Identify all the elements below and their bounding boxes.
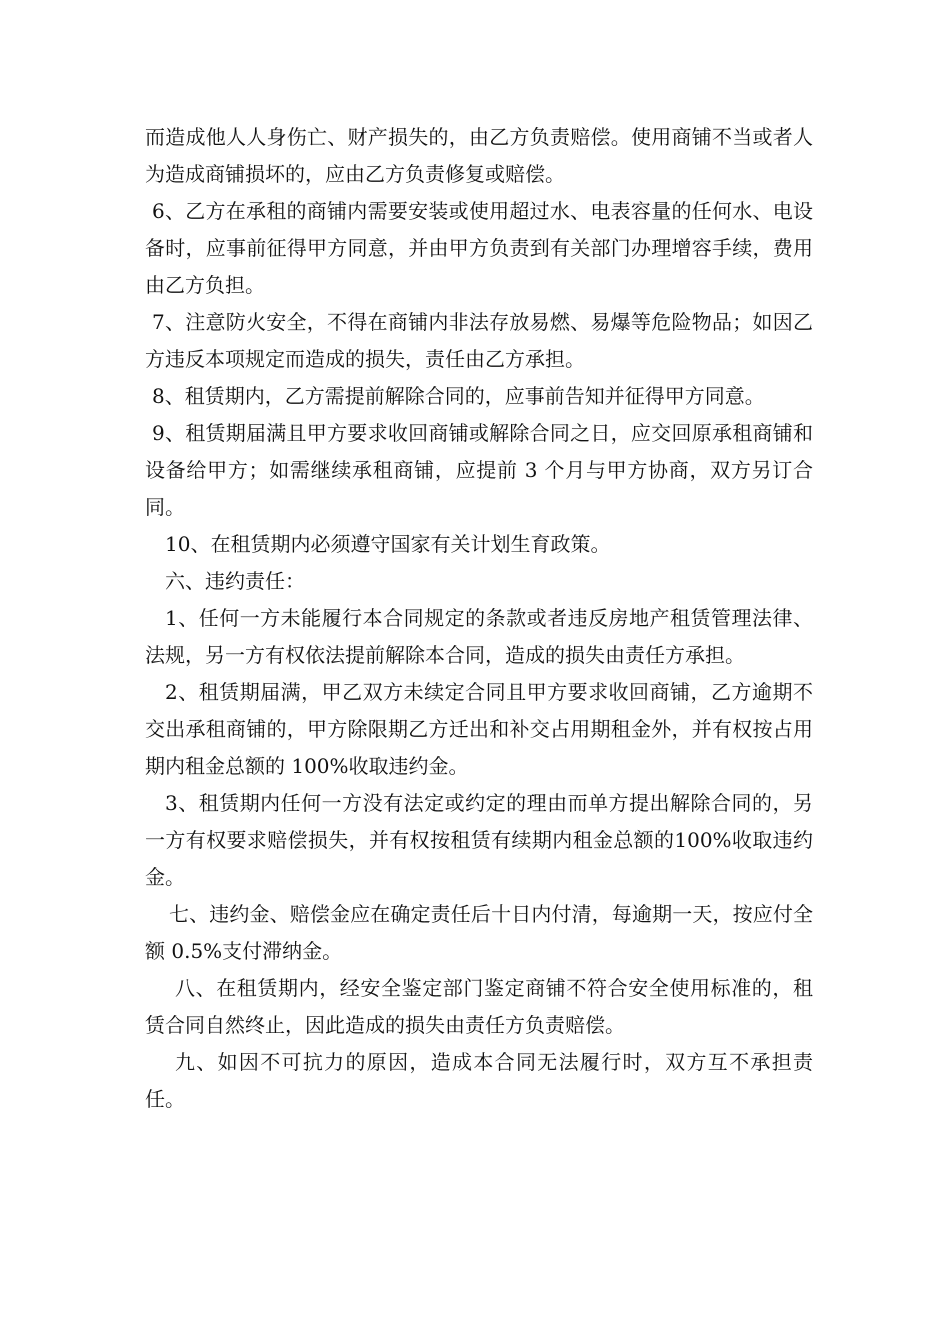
paragraph-breach-2: 2、租赁期届满，甲乙双方未续定合同且甲方要求收回商铺，乙方逾期不交出承租商铺的，甲方除限期乙方迁出和补交占用期租金外，并有权按占用期内租金总额的 100%收取违约金。 — [145, 680, 813, 778]
paragraph-continuation: 而造成他人人身伤亡、财产损失的，由乙方负责赔偿。使用商铺不当或者人为造成商铺损坏的，应由乙方负责修复或赔偿。 — [145, 125, 813, 186]
document-body — [145, 119, 813, 1118]
paragraph-section-8: 八、在租赁期内，经安全鉴定部门鉴定商铺不符合安全使用标准的，租赁合同自然终止，因此造成的损失由责任方负责赔偿。 — [145, 976, 813, 1037]
paragraph-breach-3: 3、租赁期内任何一方没有法定或约定的理由而单方提出解除合同的，另一方有权要求赔偿损失，并有权按租赁有续期内租金总额的100%收取违约金。 — [145, 791, 813, 889]
paragraph-section-7: 七、违约金、赔偿金应在确定责任后十日内付清，每逾期一天，按应付全额 0.5%支付滞纳金。 — [145, 902, 813, 963]
paragraph-clause-6: 6、乙方在承租的商铺内需要安装或使用超过水、电表容量的任何水、电设备时，应事前征得甲方同意，并由甲方负责到有关部门办理增容手续，费用由乙方负担。 — [145, 199, 813, 297]
paragraph-section-9: 九、如因不可抗力的原因，造成本合同无法履行时，双方互不承担责任。 — [145, 1050, 813, 1111]
paragraph-clause-10: 10、在租赁期内必须遵守国家有关计划生育政策。 — [165, 532, 611, 556]
paragraph-clause-7: 7、注意防火安全，不得在商铺内非法存放易燃、易爆等危险物品；如因乙方违反本项规定而造成的损失，责任由乙方承担。 — [145, 310, 813, 371]
paragraph-breach-1: 1、任何一方未能履行本合同规定的条款或者违反房地产租赁管理法律、法规，另一方有权依法提前解除本合同，造成的损失由责任方承担。 — [145, 606, 813, 667]
paragraph-clause-9: 9、租赁期届满且甲方要求收回商铺或解除合同之日，应交回原承租商铺和设备给甲方；如需继续承租商铺，应提前 3 个月与甲方协商，双方另订合同。 — [145, 421, 813, 519]
paragraph-clause-8: 8、租赁期内，乙方需提前解除合同的，应事前告知并征得甲方同意。 — [152, 384, 765, 408]
section-heading-breach-liability: 六、违约责任： — [165, 569, 305, 593]
